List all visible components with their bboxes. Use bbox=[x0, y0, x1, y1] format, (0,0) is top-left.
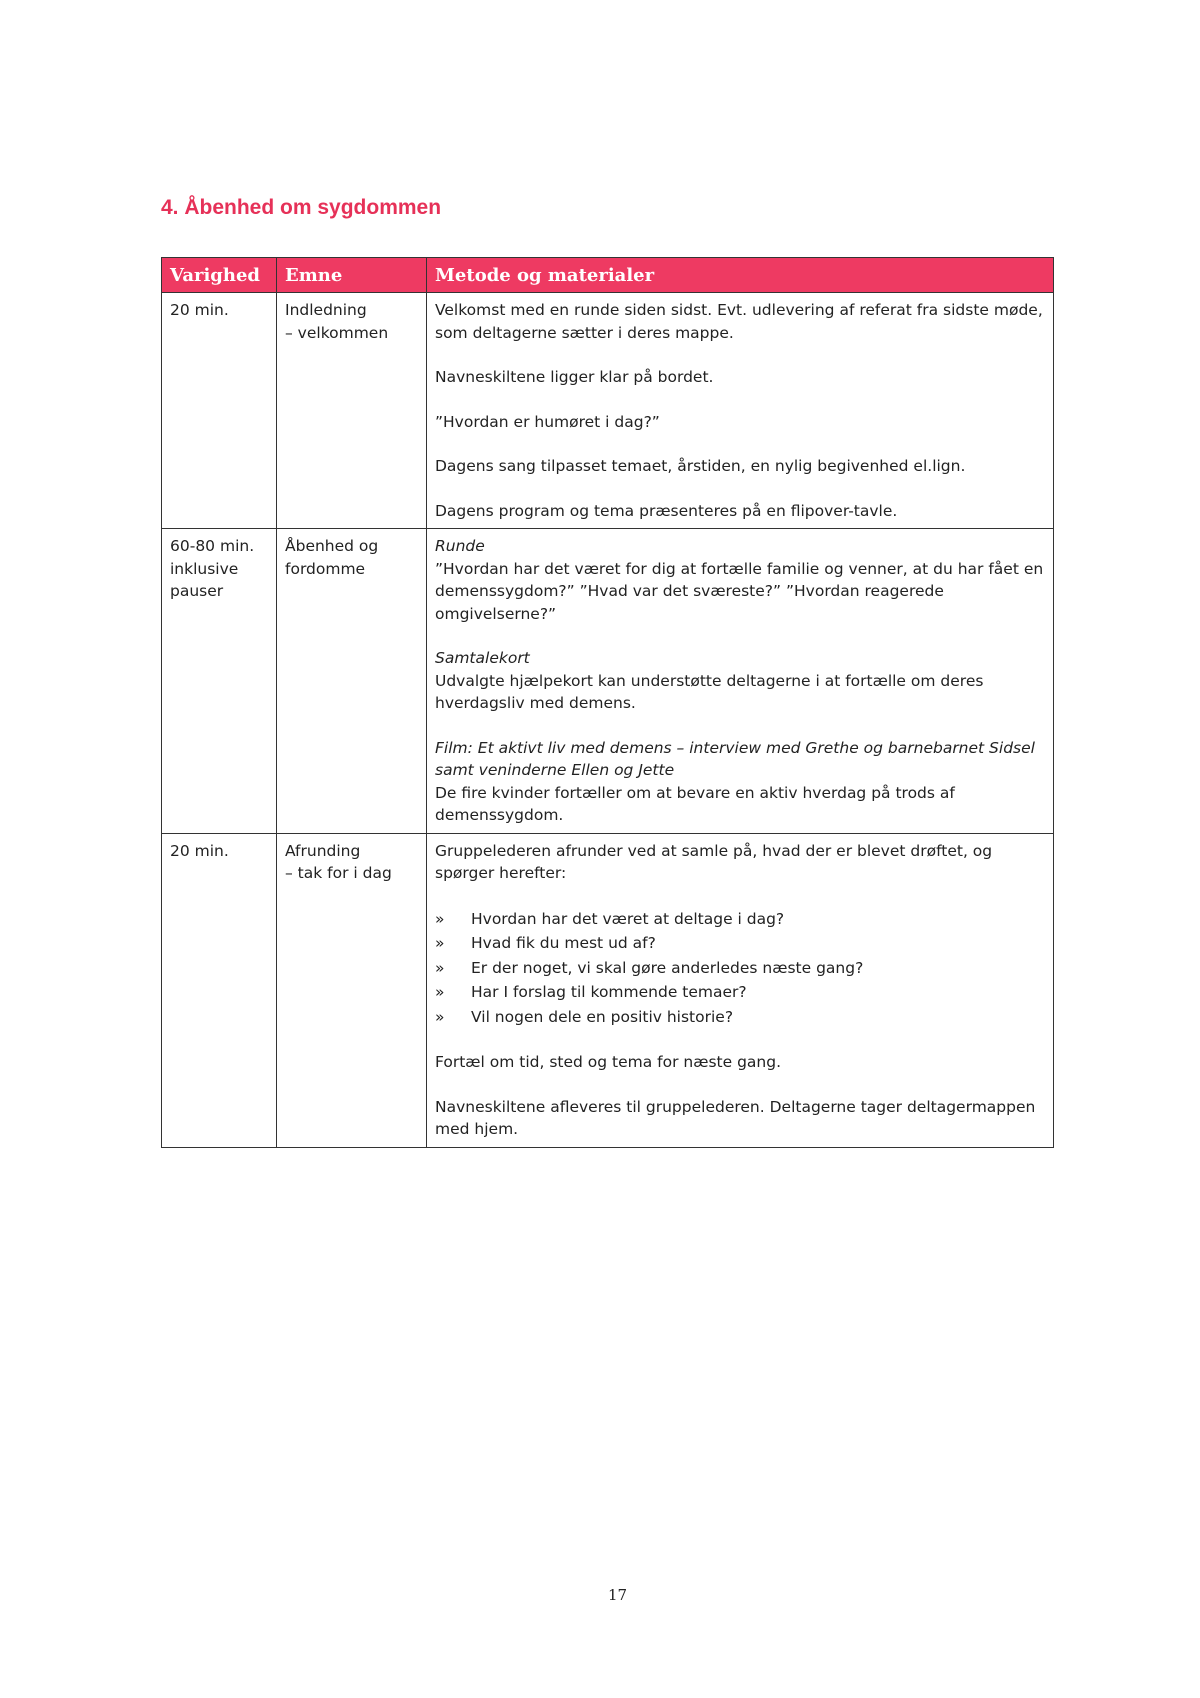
bullet-marker: » bbox=[435, 909, 445, 928]
metode-text: De fire kvinder fortæller om at bevare en aktiv hverdag på trods af demenssygdom. bbox=[435, 783, 955, 824]
header-varighed: Varighed bbox=[162, 258, 277, 293]
metode-text: ”Hvordan har det været for dig at fortælle familie og venner, at du har fået en demenssygdom?” ”Hvad var det sværeste?” ”Hvordan reagerede omgivelserne?” bbox=[435, 559, 1044, 623]
metode-paragraph: ”Hvordan er humøret i dag?” bbox=[435, 412, 660, 431]
section-title: 4. Åbenhed om sygdommen bbox=[161, 196, 442, 219]
emne-text: – velkommen bbox=[285, 323, 389, 342]
list-item bbox=[435, 907, 1045, 932]
varighed-text: 60-80 min. bbox=[170, 537, 255, 555]
bullet-marker: » bbox=[435, 1007, 445, 1026]
cell-varighed bbox=[162, 529, 277, 834]
table-row bbox=[162, 293, 1054, 529]
session-plan-table bbox=[161, 257, 1054, 1148]
metode-block-runde bbox=[435, 535, 1045, 625]
metode-block-film bbox=[435, 737, 1045, 827]
cell-varighed bbox=[162, 293, 277, 529]
cell-varighed bbox=[162, 833, 277, 1147]
list-item bbox=[435, 1005, 1045, 1030]
metode-paragraph: Gruppelederen afrunder ved at samle på, hvad der er blevet drøftet, og spørger herefter: bbox=[435, 841, 993, 882]
varighed-text: 20 min. bbox=[170, 841, 229, 860]
metode-block-samtalekort bbox=[435, 647, 1045, 715]
varighed-text: inklusive bbox=[170, 559, 239, 578]
emne-text: Åbenhed og bbox=[285, 537, 379, 555]
metode-paragraph: Navneskiltene afleveres til gruppelederen. Deltagerne tager deltagermappen med hjem. bbox=[435, 1097, 1036, 1138]
question-list bbox=[435, 907, 1045, 1030]
cell-emne bbox=[277, 529, 427, 834]
emne-text: – tak for i dag bbox=[285, 864, 392, 882]
metode-heading: Samtalekort bbox=[435, 649, 530, 667]
bullet-marker: » bbox=[435, 958, 445, 977]
metode-heading: Runde bbox=[435, 537, 485, 555]
cell-metode bbox=[427, 833, 1054, 1147]
cell-emne bbox=[277, 833, 427, 1147]
varighed-text: 20 min. bbox=[170, 301, 229, 319]
emne-text: Afrunding bbox=[285, 841, 361, 860]
metode-text: Udvalgte hjælpekort kan understøtte deltagerne i at fortælle om deres hverdagsliv med demens. bbox=[435, 671, 984, 712]
cell-metode bbox=[427, 529, 1054, 834]
header-emne: Emne bbox=[277, 258, 427, 293]
question-text: Hvad fik du mest ud af? bbox=[471, 934, 656, 952]
table-row bbox=[162, 529, 1054, 834]
bullet-marker: » bbox=[435, 983, 445, 1001]
varighed-text: pauser bbox=[170, 582, 224, 600]
question-text: Vil nogen dele en positiv historie? bbox=[471, 1007, 734, 1026]
question-text: Hvordan har det været at deltage i dag? bbox=[471, 909, 785, 928]
table-header-row bbox=[162, 258, 1054, 293]
list-item bbox=[435, 931, 1045, 956]
bullet-marker: » bbox=[435, 934, 445, 952]
metode-paragraph: Dagens program og tema præsenteres på en flipover-tavle. bbox=[435, 501, 898, 520]
metode-paragraph: Navneskiltene ligger klar på bordet. bbox=[435, 368, 714, 386]
table-row bbox=[162, 833, 1054, 1147]
cell-emne bbox=[277, 293, 427, 529]
list-item bbox=[435, 956, 1045, 981]
emne-text: Indledning bbox=[285, 301, 367, 319]
metode-paragraph: Dagens sang tilpasset temaet, årstiden, en nylig begivenhed el.lign. bbox=[435, 457, 966, 475]
question-text: Er der noget, vi skal gøre anderledes næste gang? bbox=[471, 958, 864, 977]
header-metode: Metode og materialer bbox=[427, 258, 1054, 293]
question-text: Har I forslag til kommende temaer? bbox=[471, 983, 747, 1001]
list-item bbox=[435, 980, 1045, 1005]
page-number: 17 bbox=[607, 1586, 628, 1604]
cell-metode bbox=[427, 293, 1054, 529]
emne-text: fordomme bbox=[285, 559, 366, 578]
metode-paragraph: Fortæl om tid, sted og tema for næste gang. bbox=[435, 1053, 782, 1071]
metode-paragraph: Velkomst med en runde siden sidst. Evt. udlevering af referat fra sidste møde, som deltagerne sætter i deres mappe. bbox=[435, 301, 1043, 342]
metode-heading: Film: Et aktivt liv med demens – interview med Grethe og barnebarnet Sidsel samt veninderne Ellen og Jette bbox=[435, 738, 1035, 779]
